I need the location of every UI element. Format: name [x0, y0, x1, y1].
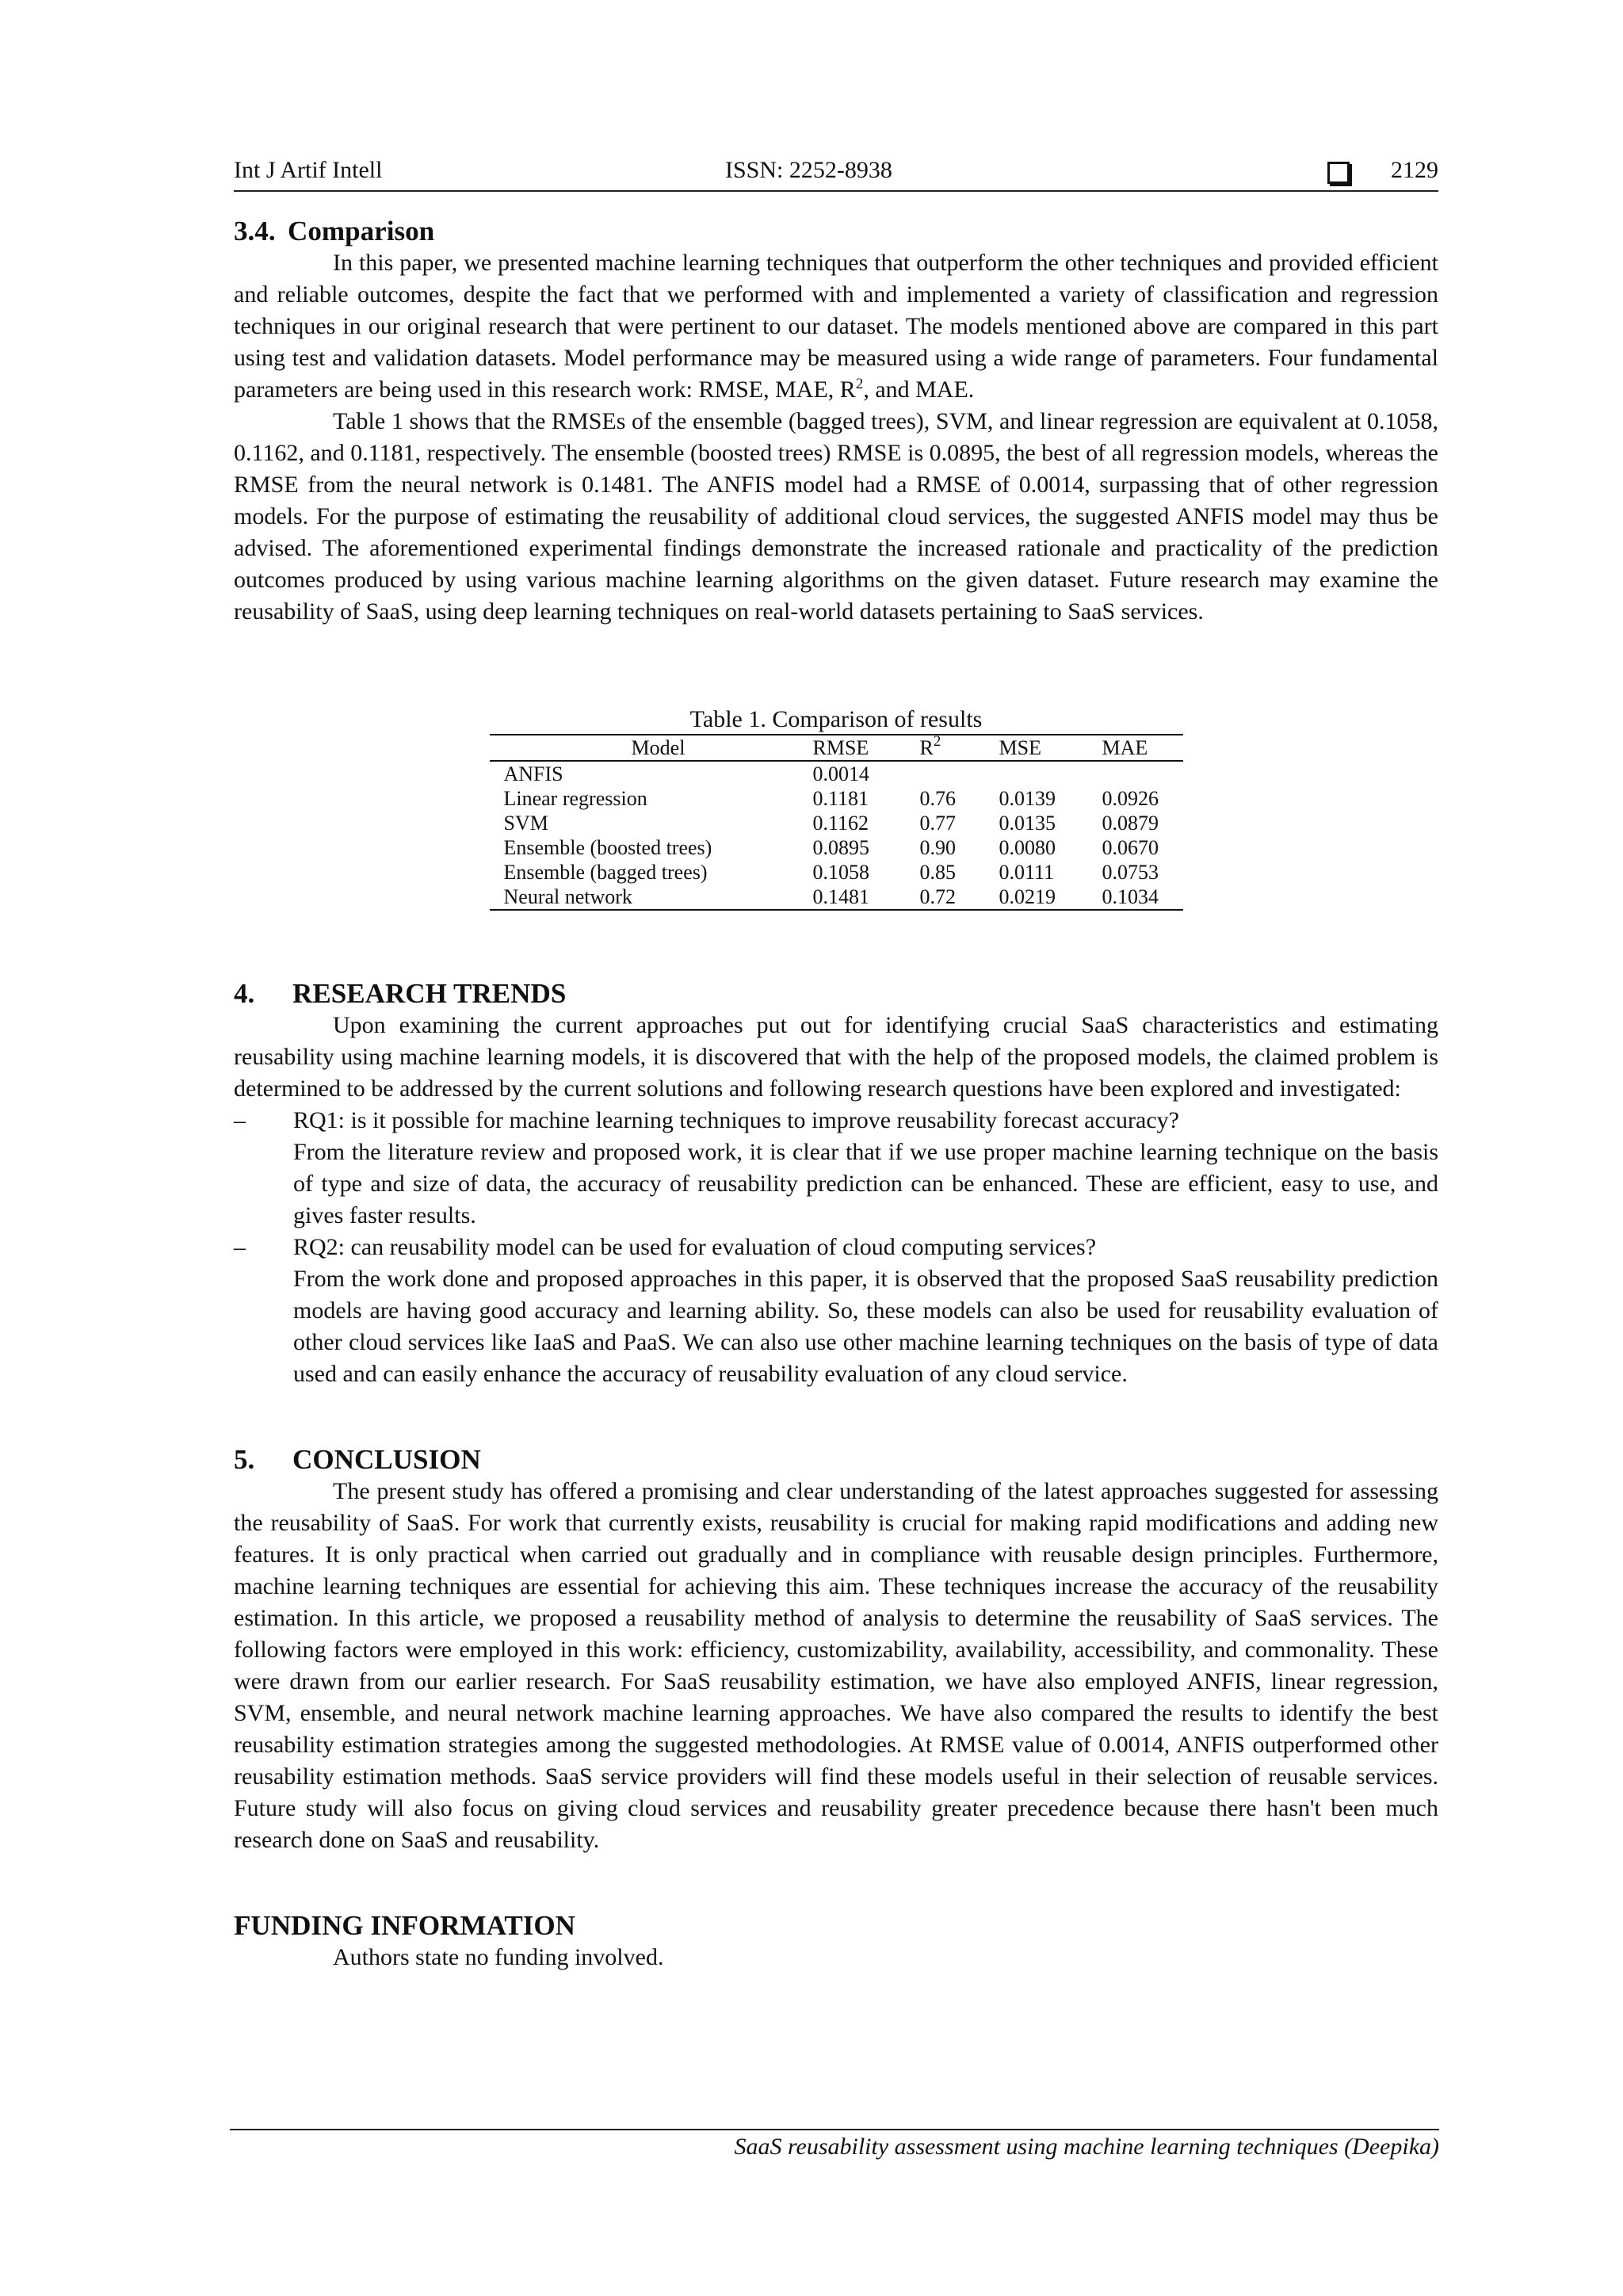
main-content — [234, 216, 1438, 1973]
issn: ISSN: 2252-8938 — [725, 157, 892, 183]
section-title: Comparison — [288, 216, 435, 246]
paragraph: Upon examining the current approaches put out for identifying crucial SaaS characteristics and estimating reusability using machine learning models, it is discovered that with the help of the proposed models, the claimed problem is determined to be addressed by the current solutions and following research questions have been explored and investigated: — [234, 1012, 1438, 1102]
footer-title: SaaS reusability assessment using machine learning techniques (Deepika) — [734, 2134, 1439, 2160]
cell-mse — [999, 761, 1102, 786]
cell-r2: 0.85 — [919, 861, 956, 884]
results-table — [490, 734, 1183, 911]
col-header-model: Model — [490, 735, 813, 761]
r2-superscript: 2 — [933, 733, 941, 750]
cell-mse: 0.0135 — [999, 812, 1056, 835]
cell-rmse: 0.1162 — [812, 812, 869, 835]
paragraph — [234, 247, 1438, 406]
cell-model: ANFIS — [503, 762, 563, 785]
cell-model: Ensemble (bagged trees) — [503, 861, 708, 884]
r2-base: R — [919, 736, 934, 759]
cell-model: Ensemble (boosted trees) — [503, 836, 712, 859]
section-number: 3.4. — [234, 216, 276, 246]
cell-rmse: 0.0895 — [812, 836, 869, 859]
table-row — [490, 835, 1183, 860]
cell-mae: 0.0670 — [1102, 836, 1159, 859]
table-row — [490, 786, 1183, 811]
table-row — [490, 860, 1183, 884]
running-footer — [230, 2129, 1439, 2160]
table-1 — [490, 705, 1183, 911]
cell-r2 — [920, 761, 999, 786]
cell-r2: 0.76 — [919, 787, 956, 810]
cell-mae: 0.0926 — [1102, 787, 1159, 810]
superscript: 2 — [855, 376, 864, 392]
cell-mae: 0.0879 — [1102, 812, 1159, 835]
spacer — [234, 1856, 1438, 1910]
cell-mse: 0.0111 — [999, 861, 1055, 884]
cell-mse: 0.0080 — [999, 836, 1056, 859]
table-row — [490, 761, 1183, 786]
spacer — [234, 1390, 1438, 1444]
col-header-mse: MSE — [999, 735, 1102, 761]
table-header-row — [490, 735, 1183, 761]
col-header-mae: MAE — [1102, 735, 1183, 761]
cell-r2: 0.90 — [919, 836, 956, 859]
cell-mae: 0.1034 — [1102, 885, 1159, 908]
cell-mae: 0.0753 — [1102, 861, 1159, 884]
rq2-text: RQ2: can reusability model can be used for evaluation of cloud computing services? — [293, 1234, 1097, 1260]
table-row — [490, 811, 1183, 835]
page-number: 2129 — [1391, 157, 1438, 183]
col-header-rmse: RMSE — [813, 735, 920, 761]
checkbox-square-icon — [1327, 162, 1350, 184]
paragraph: The present study has offered a promising and clear understanding of the latest approaches suggested for assessing the reusability of SaaS. For work that currently exists, reusability is crucial for making rapid modifications and adding new features. It is only practical when carried out gradually and in compliance with reusable design principles. Furthermore, machine learning techniques are essential for achieving this aim. These techniques increase the accuracy of the reusability estimation. In this article, we proposed a reusability method of analysis to determine the reusability of SaaS services. The following factors were employed in this work: efficiency, customizability, availability, accessibility, and commonality. These were drawn from our earlier research. For SaaS reusability estimation, we have also employed ANFIS, linear regression, SVM, ensemble, and neural network machine learning approaches. We have also compared the results to identify the best reusability estimation strategies among the suggested methodologies. At RMSE value of 0.0014, ANFIS outperformed other reusability estimation methods. SaaS service providers will find these models useful in their selection of reusable services. Future study will also focus on giving cloud services and reusability greater precedence because there hasn't been much research done on SaaS and reusability. — [234, 1478, 1438, 1853]
section-heading-3-4 — [234, 216, 1438, 247]
journal-name: Int J Artif Intell — [234, 157, 383, 183]
cell-model: SVM — [503, 812, 548, 835]
rq1-text: RQ1: is it possible for machine learning techniques to improve reusability forecast accuracy? — [293, 1107, 1179, 1133]
cell-mse: 0.0219 — [999, 885, 1056, 908]
paragraph-text: In this paper, we presented machine learning techniques that outperform the other techniques and provided efficient and reliable outcomes, despite the fact that we performed with and implemented a variety of classification and regression techniques in our original research that were pertinent to our dataset. The models mentioned above are compared in this part using test and validation datasets. Model performance may be measured using a wide range of parameters. Four fundamental parameters are being used in this research work: RMSE, MAE, R — [234, 250, 1438, 403]
dash-bullet: – — [234, 1107, 246, 1133]
section-title: RESEARCH TRENDS — [292, 978, 567, 1009]
cell-model: Linear regression — [503, 787, 647, 810]
cell-rmse: 0.1481 — [812, 885, 869, 908]
paragraph: Authors state no funding involved. — [333, 1944, 664, 1970]
list-item-rq1 — [234, 1105, 1438, 1137]
paragraph: Table 1 shows that the RMSEs of the ensemble (bagged trees), SVM, and linear regression are equivalent at 0.1058, 0.1162, and 0.1181, respectively. The ensemble (boosted trees) RMSE is 0.0895, the best of all regression models, whereas the RMSE from the neural network is 0.1481. The ANFIS model had a RMSE of 0.0014, surpassing that of other regression models. For the purpose of estimating the reusability of additional cloud services, the suggested ANFIS model may thus be advised. The aforementioned experimental findings demonstrate the increased rationale and practicality of the prediction outcomes produced by using various machine learning algorithms on the given dataset. Future research may examine the reusability of SaaS, using deep learning techniques on real-world datasets pertaining to SaaS services. — [234, 408, 1438, 625]
list-item-rq2 — [234, 1232, 1438, 1263]
col-header-r2 — [920, 735, 999, 761]
cell-model: Neural network — [503, 885, 632, 908]
paragraph-text: , and MAE. — [863, 376, 975, 403]
spacer — [234, 911, 1438, 978]
rq1-answer: From the literature review and proposed work, it is clear that if we use proper machine learning technique on the basis of type and size of data, the accuracy of reusability prediction can be enhanced. These are efficient, easy to use, and gives faster results. — [293, 1139, 1438, 1228]
dash-bullet: – — [234, 1234, 246, 1260]
cell-mse: 0.0139 — [999, 787, 1056, 810]
table-row — [490, 884, 1183, 910]
section-title: CONCLUSION — [292, 1444, 481, 1475]
cell-r2: 0.72 — [919, 885, 956, 908]
section-number: 5. — [234, 1444, 255, 1475]
running-header — [234, 155, 1438, 192]
cell-mae — [1102, 761, 1183, 786]
section-number: 4. — [234, 978, 255, 1009]
cell-rmse: 0.1058 — [812, 861, 869, 884]
section-heading-4 — [234, 978, 1438, 1010]
cell-rmse: 0.0014 — [812, 762, 869, 785]
section-heading-funding: FUNDING INFORMATION — [234, 1910, 575, 1941]
rq2-answer: From the work done and proposed approaches in this paper, it is observed that the proposed SaaS reusability prediction models are having good accuracy and learning ability. So, these models can also be used for reusability evaluation of other cloud services like IaaS and PaaS. We can also use other machine learning techniques on the basis of type of data used and can easily enhance the accuracy of reusability evaluation of any cloud service. — [293, 1266, 1438, 1387]
cell-rmse: 0.1181 — [812, 787, 869, 810]
table-caption: Table 1. Comparison of results — [689, 706, 983, 732]
section-heading-5 — [234, 1444, 1438, 1476]
cell-r2: 0.77 — [919, 812, 956, 835]
